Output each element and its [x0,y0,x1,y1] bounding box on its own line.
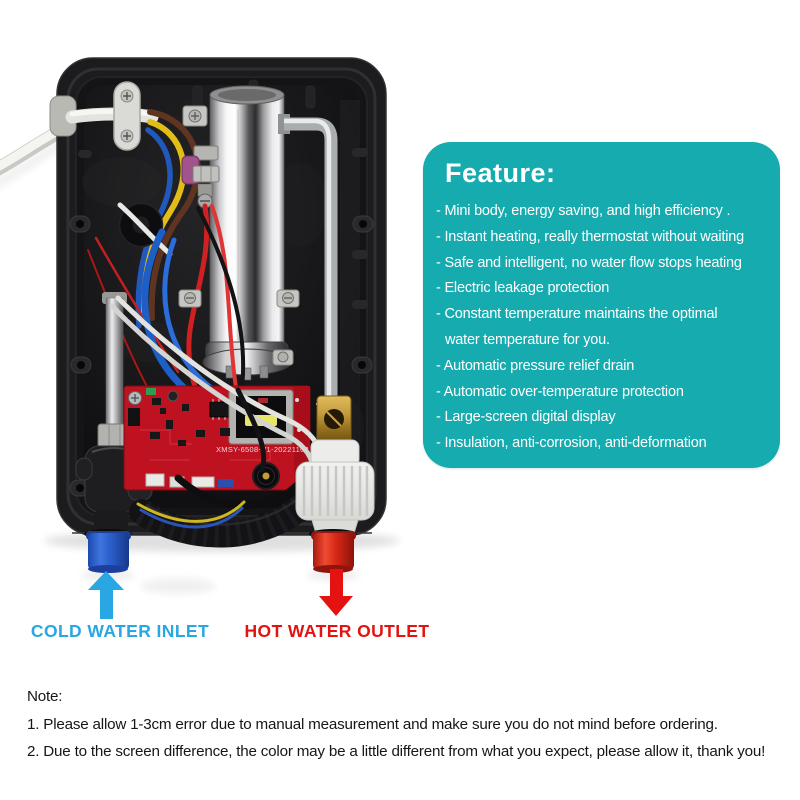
feature-item: - Insulation, anti-corrosion, anti-deformation [436,435,707,452]
buzzer [253,463,279,489]
hot-outlet-fitting [311,531,356,573]
arrow-stem [330,569,343,596]
feature-title: Feature: [445,158,556,188]
feature-panel [423,142,780,468]
hot-outlet-arrow-down-icon [319,569,353,616]
feature-item: - Constant temperature maintains the optimal [436,306,718,323]
feature-item: - Instant heating, really thermostat without waiting [436,228,744,245]
control-pcb [124,386,310,490]
pcb-silkscreen-text: XMSY-6508-V1-20221102 [216,445,310,454]
heating-tank [203,86,291,380]
arrow-head [319,596,353,616]
feature-item: - Automatic over-temperature protection [436,383,684,400]
note-line-2: 2. Due to the screen difference, the color may be a little different from what you expect, please allow it, thank you! [27,743,766,760]
feature-list [436,199,772,457]
arrow-stem [100,590,113,619]
feature-item: - Mini body, energy saving, and high efficiency . [436,203,731,219]
brass-fitting [317,396,351,442]
feature-item: - Large-screen digital display [436,409,616,426]
cable-clamp [114,82,140,150]
feature-item: water temperature for you. [445,331,610,348]
hot-outlet-label: HOT WATER OUTLET [244,621,430,641]
note-line-1: 1. Please allow 1-3cm error due to manual measurement and make sure you do not mind before ordering. [27,716,718,733]
feature-item: - Automatic pressure relief drain [436,357,635,374]
feature-item: - Safe and intelligent, no water flow stops heating [436,254,742,271]
cold-inlet-label: COLD WATER INLET [30,621,210,641]
note-section [27,688,789,770]
arrow-head [88,571,124,590]
feature-item: - Electric leakage protection [436,280,610,297]
note-title: Note: [27,688,63,705]
cold-inlet-fitting [86,531,131,573]
cold-inlet-arrow-up-icon [88,571,124,619]
